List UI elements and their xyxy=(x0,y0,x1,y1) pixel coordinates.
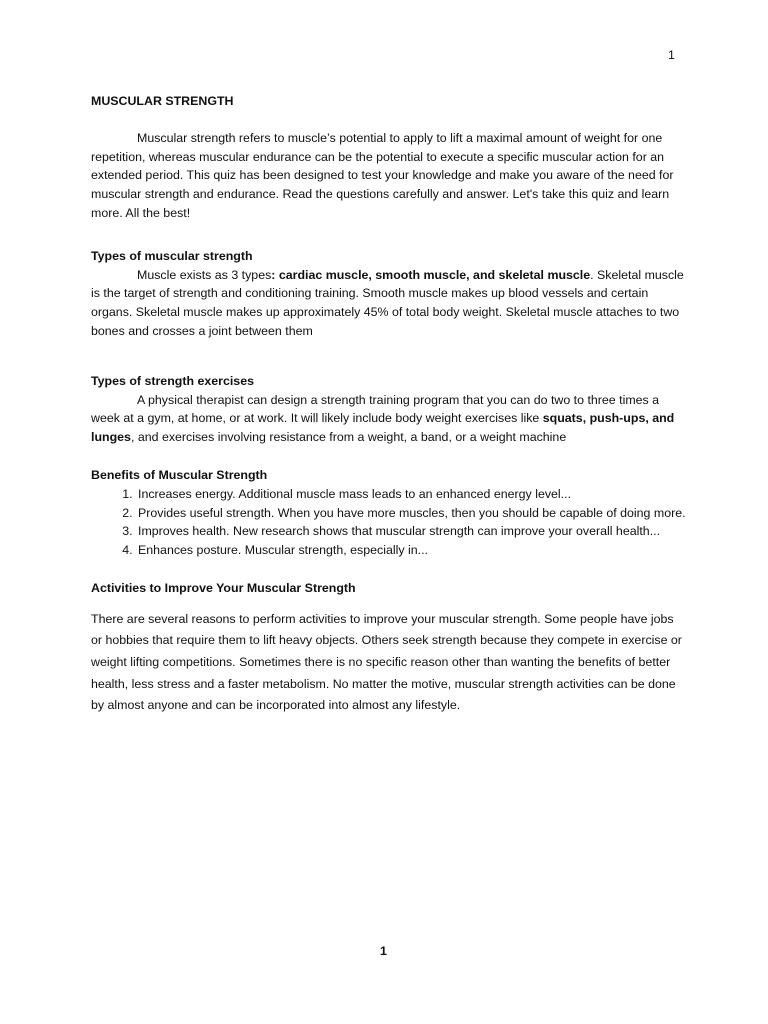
document-content xyxy=(91,92,687,717)
list-item: 2. Provides useful strength. When you have more muscles, then you should be capable of doing more. xyxy=(136,504,687,523)
types-text-start: Muscle exists as 3 types xyxy=(137,267,272,282)
exercises-text-start: A physical therapist can design a strength training program that you can do two to three times a week at a gym, at home, or at work. It will likely include body weight exercises like xyxy=(91,392,660,426)
exercises-paragraph xyxy=(91,391,687,447)
document-title: MUSCULAR STRENGTH xyxy=(91,94,234,108)
exercises-text-end: , and exercises involving resistance from a weight, a band, or a weight machine xyxy=(130,430,567,445)
footer-page-number: 1 xyxy=(380,944,387,958)
section-heading-benefits: Benefits of Muscular Strength xyxy=(91,467,268,482)
types-text-end: . Skeletal muscle is the target of strength and conditioning training. Smooth muscle makes up blood vessels and certain organs. Skeletal muscle makes up approximately 45% of total body weight. Skeletal muscle attaches to two bones and crosses a joint between them xyxy=(91,267,684,338)
section-heading-exercises: Types of strength exercises xyxy=(91,373,254,388)
intro-paragraph: Muscular strength refers to muscle’s potential to apply to lift a maximal amount of weight for one repetition, whereas muscular endurance can be the potential to execute a specific muscular action for an extended period. This quiz has been designed to test your knowledge and make you aware of the need for muscular strength and endurance. Read the questions carefully and answer. Let's take this quiz and learn more. All the best! xyxy=(91,130,674,220)
section-activities xyxy=(91,579,687,717)
activities-paragraph: There are several reasons to perform activities to improve your muscular strength. Some people have jobs or hobbies that require them to lift heavy objects. Others seek strength because they compete in exercise or weight lifting competitions. Sometimes there is no specific reason other than wanting the benefits of better health, less stress and a faster metabolism. No matter the motive, muscular strength activities can be done by almost anyone and can be incorporated into almost any lifestyle. xyxy=(91,611,682,713)
types-text-bold: : cardiac muscle, smooth muscle, and skeletal muscle xyxy=(271,267,591,282)
list-item: 4. Enhances posture. Muscular strength, especially in... xyxy=(136,541,687,560)
section-types-of-strength-exercises xyxy=(91,372,687,447)
section-types-of-muscular-strength xyxy=(91,247,687,341)
section-heading-types: Types of muscular strength xyxy=(91,248,253,263)
list-item: 3. Improves health. New research shows that muscular strength can improve your overall health... xyxy=(136,522,687,541)
types-paragraph xyxy=(91,266,687,341)
exercises-text-bold: squats, push-ups, and lunges xyxy=(91,411,675,445)
header-page-number: 1 xyxy=(668,48,675,62)
benefits-list xyxy=(91,485,687,560)
section-benefits xyxy=(91,466,687,560)
section-heading-activities: Activities to Improve Your Muscular Strength xyxy=(91,580,356,595)
list-item: 1. Increases energy. Additional muscle mass leads to an enhanced energy level... xyxy=(136,485,687,504)
